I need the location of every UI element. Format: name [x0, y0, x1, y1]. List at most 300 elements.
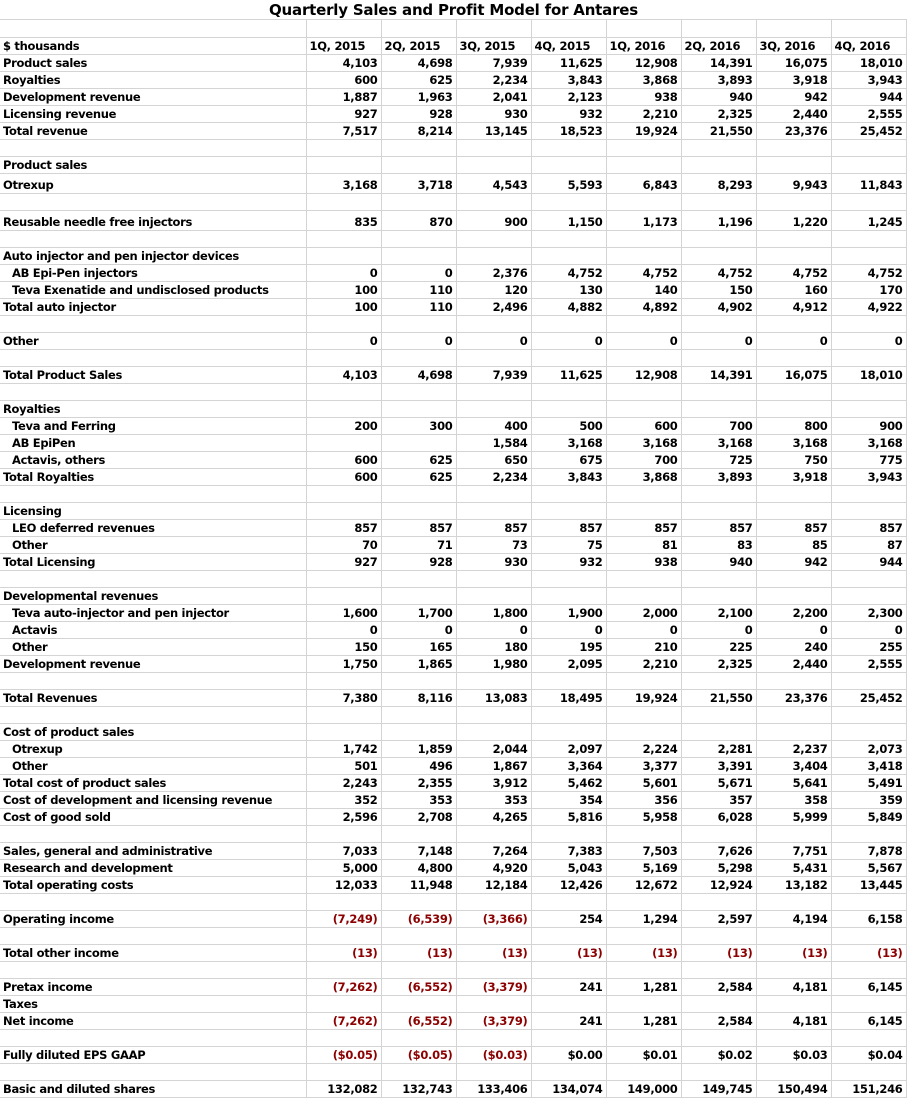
row-label-cell[interactable]: Other: [0, 332, 306, 349]
empty-cell[interactable]: [0, 706, 306, 723]
row-label-cell[interactable]: AB EpiPen: [0, 434, 306, 451]
value-cell[interactable]: 944: [831, 88, 906, 105]
value-cell[interactable]: 2,555: [831, 105, 906, 122]
empty-cell[interactable]: [306, 20, 381, 37]
value-cell[interactable]: 2,325: [681, 655, 756, 672]
value-cell[interactable]: 130: [531, 281, 606, 298]
empty-cell[interactable]: [606, 193, 681, 210]
value-cell[interactable]: [306, 502, 381, 519]
value-cell[interactable]: [831, 247, 906, 264]
value-cell[interactable]: [606, 502, 681, 519]
value-cell[interactable]: 13,145: [456, 122, 531, 139]
value-cell[interactable]: 3,943: [831, 468, 906, 485]
value-cell[interactable]: 4,752: [756, 264, 831, 281]
value-cell[interactable]: [306, 156, 381, 173]
value-cell[interactable]: 1,220: [756, 210, 831, 230]
value-cell[interactable]: 940: [681, 553, 756, 570]
value-cell[interactable]: (13): [456, 944, 531, 961]
empty-cell[interactable]: [456, 961, 531, 978]
value-cell[interactable]: 4,194: [756, 910, 831, 927]
value-cell[interactable]: 3,912: [456, 774, 531, 791]
value-cell[interactable]: 4,181: [756, 978, 831, 995]
empty-cell[interactable]: [531, 383, 606, 400]
value-cell[interactable]: 9,943: [756, 173, 831, 193]
value-cell[interactable]: 165: [381, 638, 456, 655]
value-cell[interactable]: 4,752: [831, 264, 906, 281]
value-cell[interactable]: 255: [831, 638, 906, 655]
empty-cell[interactable]: [306, 672, 381, 689]
empty-cell[interactable]: [531, 193, 606, 210]
value-cell[interactable]: 1,750: [306, 655, 381, 672]
row-label-cell[interactable]: Royalties: [0, 400, 306, 417]
value-cell[interactable]: 900: [456, 210, 531, 230]
value-cell[interactable]: (6,552): [381, 1012, 456, 1029]
value-cell[interactable]: 625: [381, 468, 456, 485]
value-cell[interactable]: 600: [606, 417, 681, 434]
empty-cell[interactable]: [681, 349, 756, 366]
value-cell[interactable]: [831, 723, 906, 740]
value-cell[interactable]: 13,083: [456, 689, 531, 706]
value-cell[interactable]: 0: [681, 332, 756, 349]
value-cell[interactable]: 210: [606, 638, 681, 655]
value-cell[interactable]: 940: [681, 88, 756, 105]
value-cell[interactable]: 16,075: [756, 54, 831, 71]
value-cell[interactable]: 21,550: [681, 122, 756, 139]
value-cell[interactable]: 496: [381, 757, 456, 774]
empty-cell[interactable]: [756, 139, 831, 156]
value-cell[interactable]: [381, 156, 456, 173]
empty-cell[interactable]: [531, 315, 606, 332]
value-cell[interactable]: 2,584: [681, 1012, 756, 1029]
value-cell[interactable]: 857: [381, 519, 456, 536]
empty-cell[interactable]: [756, 349, 831, 366]
value-cell[interactable]: 150: [681, 281, 756, 298]
empty-cell[interactable]: [831, 193, 906, 210]
empty-cell[interactable]: [306, 193, 381, 210]
value-cell[interactable]: 927: [306, 553, 381, 570]
value-cell[interactable]: 7,751: [756, 842, 831, 859]
value-cell[interactable]: [456, 587, 531, 604]
value-cell[interactable]: 2,210: [606, 105, 681, 122]
value-cell[interactable]: 358: [756, 791, 831, 808]
empty-cell[interactable]: [606, 672, 681, 689]
value-cell[interactable]: 23,376: [756, 689, 831, 706]
value-cell[interactable]: 725: [681, 451, 756, 468]
value-cell[interactable]: 0: [381, 332, 456, 349]
empty-cell[interactable]: [606, 927, 681, 944]
empty-cell[interactable]: [681, 383, 756, 400]
empty-cell[interactable]: [456, 825, 531, 842]
empty-cell[interactable]: [681, 706, 756, 723]
value-cell[interactable]: 2,237: [756, 740, 831, 757]
row-label-cell[interactable]: Total Licensing: [0, 553, 306, 570]
value-cell[interactable]: 354: [531, 791, 606, 808]
value-cell[interactable]: 12,908: [606, 366, 681, 383]
empty-cell[interactable]: [831, 927, 906, 944]
empty-cell[interactable]: [831, 961, 906, 978]
value-cell[interactable]: 1,196: [681, 210, 756, 230]
empty-cell[interactable]: [456, 1029, 531, 1046]
value-cell[interactable]: 5,999: [756, 808, 831, 825]
value-cell[interactable]: 160: [756, 281, 831, 298]
value-cell[interactable]: 4,752: [606, 264, 681, 281]
empty-cell[interactable]: [681, 672, 756, 689]
value-cell[interactable]: 19,924: [606, 122, 681, 139]
value-cell[interactable]: 5,567: [831, 859, 906, 876]
value-cell[interactable]: 18,010: [831, 54, 906, 71]
value-cell[interactable]: 2,376: [456, 264, 531, 281]
row-label-cell[interactable]: AB Epi-Pen injectors: [0, 264, 306, 281]
empty-cell[interactable]: [831, 139, 906, 156]
empty-cell[interactable]: [306, 349, 381, 366]
value-cell[interactable]: (6,539): [381, 910, 456, 927]
value-cell[interactable]: 3,418: [831, 757, 906, 774]
value-cell[interactable]: [381, 502, 456, 519]
value-cell[interactable]: 6,028: [681, 808, 756, 825]
value-cell[interactable]: [756, 995, 831, 1012]
row-label-cell[interactable]: Fully diluted EPS GAAP: [0, 1046, 306, 1063]
empty-cell[interactable]: [456, 193, 531, 210]
value-cell[interactable]: 4,543: [456, 173, 531, 193]
value-cell[interactable]: (7,249): [306, 910, 381, 927]
empty-cell[interactable]: [0, 927, 306, 944]
row-label-cell[interactable]: Otrexup: [0, 173, 306, 193]
empty-cell[interactable]: [681, 139, 756, 156]
value-cell[interactable]: 5,491: [831, 774, 906, 791]
value-cell[interactable]: 132,082: [306, 1080, 381, 1097]
value-cell[interactable]: 2,300: [831, 604, 906, 621]
empty-cell[interactable]: [381, 893, 456, 910]
value-cell[interactable]: [531, 156, 606, 173]
value-cell[interactable]: 1,173: [606, 210, 681, 230]
value-cell[interactable]: 1,245: [831, 210, 906, 230]
value-cell[interactable]: 3,843: [531, 468, 606, 485]
value-cell[interactable]: 18,495: [531, 689, 606, 706]
value-cell[interactable]: 2,708: [381, 808, 456, 825]
value-cell[interactable]: 600: [306, 468, 381, 485]
empty-cell[interactable]: [381, 1063, 456, 1080]
empty-cell[interactable]: [456, 139, 531, 156]
value-cell[interactable]: [456, 400, 531, 417]
empty-cell[interactable]: [681, 315, 756, 332]
empty-cell[interactable]: [381, 672, 456, 689]
value-cell[interactable]: 225: [681, 638, 756, 655]
row-label-cell[interactable]: Teva Exenatide and undisclosed products: [0, 281, 306, 298]
value-cell[interactable]: 857: [756, 519, 831, 536]
value-cell[interactable]: 3,391: [681, 757, 756, 774]
value-cell[interactable]: 870: [381, 210, 456, 230]
value-cell[interactable]: [681, 247, 756, 264]
empty-cell[interactable]: [831, 349, 906, 366]
value-cell[interactable]: 180: [456, 638, 531, 655]
value-cell[interactable]: [531, 247, 606, 264]
empty-cell[interactable]: [456, 1063, 531, 1080]
value-cell[interactable]: 1,887: [306, 88, 381, 105]
empty-cell[interactable]: [756, 570, 831, 587]
value-cell[interactable]: 1,281: [606, 1012, 681, 1029]
empty-cell[interactable]: [381, 570, 456, 587]
empty-cell[interactable]: [681, 193, 756, 210]
value-cell[interactable]: 11,625: [531, 54, 606, 71]
empty-cell[interactable]: [381, 349, 456, 366]
empty-cell[interactable]: [606, 706, 681, 723]
value-cell[interactable]: 5,298: [681, 859, 756, 876]
empty-cell[interactable]: [0, 672, 306, 689]
empty-cell[interactable]: [756, 230, 831, 247]
row-label-cell[interactable]: LEO deferred revenues: [0, 519, 306, 536]
value-cell[interactable]: 650: [456, 451, 531, 468]
empty-cell[interactable]: [381, 193, 456, 210]
value-cell[interactable]: (13): [306, 944, 381, 961]
value-cell[interactable]: 85: [756, 536, 831, 553]
value-cell[interactable]: [606, 723, 681, 740]
value-cell[interactable]: 0: [456, 621, 531, 638]
value-cell[interactable]: 0: [531, 621, 606, 638]
value-cell[interactable]: [306, 587, 381, 604]
value-cell[interactable]: [681, 400, 756, 417]
value-cell[interactable]: 70: [306, 536, 381, 553]
value-cell[interactable]: 359: [831, 791, 906, 808]
empty-cell[interactable]: [681, 485, 756, 502]
value-cell[interactable]: 0: [606, 621, 681, 638]
value-cell[interactable]: 500: [531, 417, 606, 434]
value-cell[interactable]: [831, 587, 906, 604]
value-cell[interactable]: 120: [456, 281, 531, 298]
value-cell[interactable]: 775: [831, 451, 906, 468]
row-label-cell[interactable]: Other: [0, 638, 306, 655]
value-cell[interactable]: 1,865: [381, 655, 456, 672]
row-label-cell[interactable]: Other: [0, 757, 306, 774]
empty-cell[interactable]: [0, 1063, 306, 1080]
value-cell[interactable]: 8,214: [381, 122, 456, 139]
empty-cell[interactable]: [456, 315, 531, 332]
empty-cell[interactable]: [831, 1029, 906, 1046]
value-cell[interactable]: [606, 995, 681, 1012]
value-cell[interactable]: 0: [756, 621, 831, 638]
value-cell[interactable]: $0.00: [531, 1046, 606, 1063]
empty-cell[interactable]: [606, 485, 681, 502]
value-cell[interactable]: 4,181: [756, 1012, 831, 1029]
empty-cell[interactable]: [681, 230, 756, 247]
value-cell[interactable]: 100: [306, 298, 381, 315]
row-label-cell[interactable]: Net income: [0, 1012, 306, 1029]
value-cell[interactable]: 12,184: [456, 876, 531, 893]
value-cell[interactable]: 938: [606, 88, 681, 105]
value-cell[interactable]: 2,097: [531, 740, 606, 757]
value-cell[interactable]: 900: [831, 417, 906, 434]
empty-cell[interactable]: [606, 315, 681, 332]
empty-cell[interactable]: [681, 961, 756, 978]
empty-cell[interactable]: [531, 1063, 606, 1080]
value-cell[interactable]: 0: [756, 332, 831, 349]
value-cell[interactable]: 600: [306, 71, 381, 88]
empty-cell[interactable]: [0, 893, 306, 910]
value-cell[interactable]: [456, 247, 531, 264]
value-cell[interactable]: 5,593: [531, 173, 606, 193]
value-cell[interactable]: 1,150: [531, 210, 606, 230]
value-cell[interactable]: 7,939: [456, 366, 531, 383]
value-cell[interactable]: 83: [681, 536, 756, 553]
value-cell[interactable]: 2,584: [681, 978, 756, 995]
empty-cell[interactable]: [756, 20, 831, 37]
empty-cell[interactable]: [681, 893, 756, 910]
row-label-cell[interactable]: Cost of product sales: [0, 723, 306, 740]
value-cell[interactable]: 675: [531, 451, 606, 468]
empty-cell[interactable]: [531, 139, 606, 156]
value-cell[interactable]: 1,980: [456, 655, 531, 672]
value-cell[interactable]: (3,366): [456, 910, 531, 927]
value-cell[interactable]: (13): [831, 944, 906, 961]
value-cell[interactable]: 3,718: [381, 173, 456, 193]
empty-cell[interactable]: [0, 139, 306, 156]
value-cell[interactable]: 932: [531, 105, 606, 122]
value-cell[interactable]: [681, 587, 756, 604]
empty-cell[interactable]: [756, 893, 831, 910]
value-cell[interactable]: 7,878: [831, 842, 906, 859]
empty-cell[interactable]: [381, 383, 456, 400]
value-cell[interactable]: 25,452: [831, 122, 906, 139]
empty-cell[interactable]: [0, 570, 306, 587]
empty-cell[interactable]: [606, 139, 681, 156]
value-cell[interactable]: 857: [606, 519, 681, 536]
empty-cell[interactable]: [306, 1029, 381, 1046]
empty-cell[interactable]: [681, 927, 756, 944]
value-cell[interactable]: 12,672: [606, 876, 681, 893]
row-label-cell[interactable]: Product sales: [0, 54, 306, 71]
value-cell[interactable]: 12,908: [606, 54, 681, 71]
value-cell[interactable]: 2,073: [831, 740, 906, 757]
value-cell[interactable]: 3,893: [681, 468, 756, 485]
value-cell[interactable]: 4,265: [456, 808, 531, 825]
empty-cell[interactable]: [456, 893, 531, 910]
value-cell[interactable]: 14,391: [681, 54, 756, 71]
empty-cell[interactable]: [456, 349, 531, 366]
empty-cell[interactable]: [681, 1029, 756, 1046]
value-cell[interactable]: 352: [306, 791, 381, 808]
value-cell[interactable]: [456, 723, 531, 740]
row-label-cell[interactable]: Licensing: [0, 502, 306, 519]
empty-cell[interactable]: [381, 230, 456, 247]
empty-cell[interactable]: [531, 961, 606, 978]
value-cell[interactable]: 100: [306, 281, 381, 298]
value-cell[interactable]: 12,924: [681, 876, 756, 893]
value-cell[interactable]: 4,882: [531, 298, 606, 315]
value-cell[interactable]: 73: [456, 536, 531, 553]
value-cell[interactable]: 0: [381, 621, 456, 638]
value-cell[interactable]: 3,168: [306, 173, 381, 193]
value-cell[interactable]: 1,963: [381, 88, 456, 105]
value-cell[interactable]: 5,816: [531, 808, 606, 825]
value-cell[interactable]: [306, 995, 381, 1012]
row-label-cell[interactable]: Total other income: [0, 944, 306, 961]
value-cell[interactable]: 4,800: [381, 859, 456, 876]
value-cell[interactable]: 7,383: [531, 842, 606, 859]
empty-cell[interactable]: [456, 672, 531, 689]
value-cell[interactable]: [306, 400, 381, 417]
value-cell[interactable]: 7,517: [306, 122, 381, 139]
row-label-cell[interactable]: Total Royalties: [0, 468, 306, 485]
value-cell[interactable]: 3,943: [831, 71, 906, 88]
value-cell[interactable]: 857: [306, 519, 381, 536]
empty-cell[interactable]: [756, 672, 831, 689]
value-cell[interactable]: [681, 502, 756, 519]
value-cell[interactable]: (3,379): [456, 1012, 531, 1029]
value-cell[interactable]: 3,868: [606, 71, 681, 88]
value-cell[interactable]: 2,555: [831, 655, 906, 672]
empty-cell[interactable]: [531, 927, 606, 944]
value-cell[interactable]: (13): [681, 944, 756, 961]
value-cell[interactable]: 353: [381, 791, 456, 808]
value-cell[interactable]: 3,377: [606, 757, 681, 774]
value-cell[interactable]: 14,391: [681, 366, 756, 383]
value-cell[interactable]: 4,698: [381, 54, 456, 71]
quarter-header-cell[interactable]: 1Q, 2015: [306, 37, 381, 54]
value-cell[interactable]: 1,294: [606, 910, 681, 927]
value-cell[interactable]: 12,426: [531, 876, 606, 893]
value-cell[interactable]: 2,597: [681, 910, 756, 927]
empty-cell[interactable]: [0, 193, 306, 210]
row-label-cell[interactable]: Taxes: [0, 995, 306, 1012]
value-cell[interactable]: 357: [681, 791, 756, 808]
empty-cell[interactable]: [306, 706, 381, 723]
value-cell[interactable]: 11,948: [381, 876, 456, 893]
value-cell[interactable]: [381, 995, 456, 1012]
row-label-cell[interactable]: Royalties: [0, 71, 306, 88]
value-cell[interactable]: 356: [606, 791, 681, 808]
header-label-cell[interactable]: $ thousands: [0, 37, 306, 54]
empty-cell[interactable]: [0, 230, 306, 247]
empty-cell[interactable]: [306, 1063, 381, 1080]
value-cell[interactable]: 3,168: [531, 434, 606, 451]
value-cell[interactable]: [531, 723, 606, 740]
value-cell[interactable]: 4,902: [681, 298, 756, 315]
empty-cell[interactable]: [0, 383, 306, 400]
value-cell[interactable]: 2,200: [756, 604, 831, 621]
value-cell[interactable]: 5,671: [681, 774, 756, 791]
empty-cell[interactable]: [681, 20, 756, 37]
empty-cell[interactable]: [831, 893, 906, 910]
empty-cell[interactable]: [756, 927, 831, 944]
value-cell[interactable]: 942: [756, 88, 831, 105]
value-cell[interactable]: 6,145: [831, 1012, 906, 1029]
value-cell[interactable]: 6,158: [831, 910, 906, 927]
empty-cell[interactable]: [531, 825, 606, 842]
value-cell[interactable]: 134,074: [531, 1080, 606, 1097]
value-cell[interactable]: 5,462: [531, 774, 606, 791]
value-cell[interactable]: [756, 156, 831, 173]
value-cell[interactable]: 5,431: [756, 859, 831, 876]
value-cell[interactable]: 18,010: [831, 366, 906, 383]
quarter-header-cell[interactable]: 4Q, 2016: [831, 37, 906, 54]
row-label-cell[interactable]: Otrexup: [0, 740, 306, 757]
value-cell[interactable]: 195: [531, 638, 606, 655]
row-label-cell[interactable]: Pretax income: [0, 978, 306, 995]
value-cell[interactable]: 1,584: [456, 434, 531, 451]
value-cell[interactable]: $0.01: [606, 1046, 681, 1063]
value-cell[interactable]: 2,440: [756, 105, 831, 122]
value-cell[interactable]: [756, 502, 831, 519]
value-cell[interactable]: 4,103: [306, 366, 381, 383]
value-cell[interactable]: [606, 156, 681, 173]
row-label-cell[interactable]: Developmental revenues: [0, 587, 306, 604]
value-cell[interactable]: 625: [381, 451, 456, 468]
value-cell[interactable]: 4,752: [681, 264, 756, 281]
value-cell[interactable]: [381, 723, 456, 740]
value-cell[interactable]: 4,922: [831, 298, 906, 315]
value-cell[interactable]: [381, 587, 456, 604]
empty-cell[interactable]: [681, 825, 756, 842]
value-cell[interactable]: 81: [606, 536, 681, 553]
